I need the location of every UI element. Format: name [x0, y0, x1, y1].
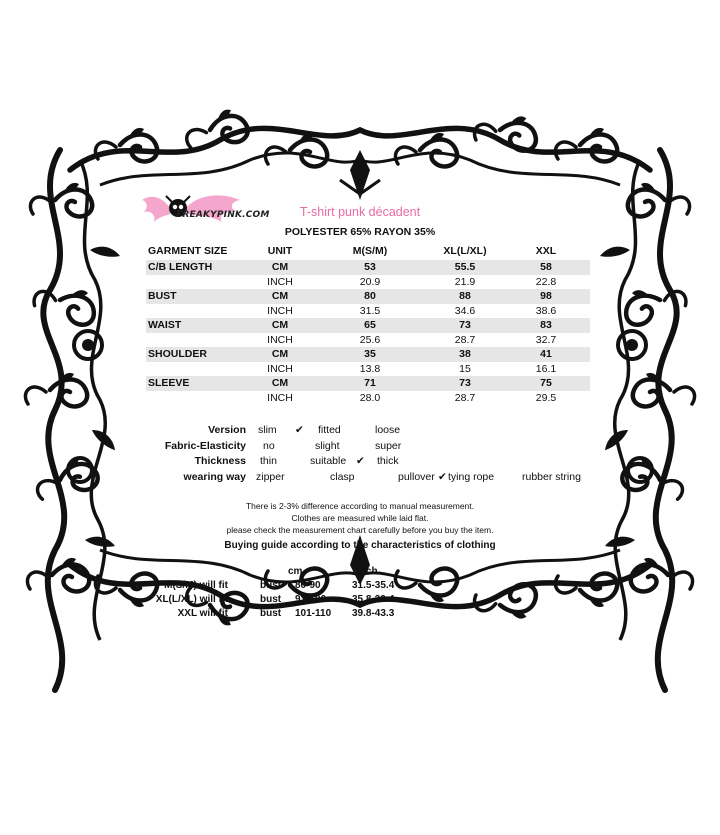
option: thin [260, 455, 277, 467]
unit-cell: INCH [267, 391, 293, 404]
value-cell: 28.7 [454, 333, 476, 346]
fit-row [150, 594, 450, 608]
header-size-m: M(S/M) [352, 245, 388, 257]
value-cell: 31.5 [359, 304, 381, 317]
header-size-xxl: XXL [535, 245, 557, 257]
option: zipper [256, 470, 285, 483]
unit-cell: CM [271, 377, 289, 389]
value-cell: 13.8 [359, 362, 381, 375]
value-cell: 38.6 [535, 304, 557, 317]
value-cell: 28.0 [359, 391, 381, 404]
unit-cell: INCH [267, 304, 293, 317]
unit-cell: CM [271, 348, 289, 360]
value-cell: 38 [459, 348, 471, 360]
header-unit: UNIT [267, 245, 293, 257]
option: loose [375, 424, 401, 436]
col-inch: inch [357, 566, 378, 577]
logo-text: FREAKYPINK.COM [176, 210, 270, 220]
brand-logo [142, 190, 270, 230]
option: slight [315, 439, 340, 452]
property-label: Version [208, 424, 246, 436]
measure-name: BUST [148, 290, 177, 302]
unit-cell: CM [271, 290, 289, 302]
option: slim [258, 424, 277, 436]
col-cm: cm [288, 566, 303, 577]
option: thick [377, 455, 399, 467]
value-cell: 29.5 [535, 391, 557, 404]
property-thickness [150, 455, 600, 471]
garment-properties [150, 424, 600, 486]
value-cell: 73 [459, 377, 471, 389]
material-composition: POLYESTER 65% RAYON 35% [284, 226, 436, 238]
unit-cell: CM [271, 319, 289, 331]
value-cell: 28.7 [454, 391, 476, 404]
table-row [146, 318, 590, 333]
fit-label: XL(L/XL) will fit [155, 594, 228, 605]
table-header-row [146, 244, 590, 260]
fit-cm: 91-100 [295, 594, 327, 605]
property-elasticity [150, 440, 600, 456]
option: clasp [330, 470, 355, 483]
value-cell: 20.9 [359, 275, 381, 288]
fit-inch: 35.8-39.4 [352, 594, 395, 605]
table-row [146, 376, 590, 391]
property-label: wearing way [183, 470, 246, 483]
table-row [146, 391, 590, 406]
value-cell: 58 [540, 261, 552, 273]
fit-row [150, 608, 450, 622]
option: no [263, 439, 275, 452]
value-cell: 16.1 [535, 362, 557, 375]
value-cell: 71 [364, 377, 376, 389]
header-garment-size: GARMENT SIZE [148, 245, 228, 257]
measure-name: SLEEVE [148, 377, 190, 389]
right-border-ornament [600, 150, 695, 690]
top-border-ornament [70, 107, 650, 200]
value-cell: 34.6 [454, 304, 476, 317]
option: rubber string [522, 470, 581, 483]
option: pullover [398, 470, 435, 483]
value-cell: 73 [459, 319, 471, 331]
product-title: T-shirt punk décadent [299, 205, 421, 219]
table-row [146, 275, 590, 290]
fit-label: M(S/M) will fit [164, 580, 228, 591]
fit-inch: 31.5-35.4 [352, 580, 395, 591]
unit-cell: CM [271, 261, 289, 273]
fit-part: bust [260, 580, 282, 591]
value-cell: 83 [540, 319, 552, 331]
fit-row [150, 580, 450, 594]
property-label: Thickness [194, 455, 246, 467]
value-cell: 65 [364, 319, 376, 331]
option: tying rope [448, 470, 495, 483]
value-cell: 15 [459, 362, 471, 375]
measure-name: SHOULDER [148, 348, 207, 360]
value-cell: 35 [364, 348, 376, 360]
fit-inch: 39.8-43.3 [352, 608, 395, 619]
fit-part: bust [260, 594, 282, 605]
fit-label: XXL will fit [177, 608, 228, 619]
note-line: There is 2-3% difference according to manual measurement. [245, 501, 475, 511]
value-cell: 22.8 [535, 275, 557, 288]
measure-name: C/B LENGTH [148, 261, 213, 273]
checkmark-icon: ✔ [295, 424, 304, 436]
option: super [375, 439, 402, 452]
fit-guide-header [150, 566, 450, 580]
value-cell: 41 [540, 348, 552, 360]
unit-cell: INCH [267, 362, 293, 375]
value-cell: 75 [540, 377, 552, 389]
unit-cell: INCH [267, 333, 293, 346]
fit-cm: 80-90 [295, 580, 321, 591]
value-cell: 21.9 [454, 275, 476, 288]
fit-guide [150, 566, 450, 622]
value-cell: 55.5 [454, 261, 476, 273]
value-cell: 53 [364, 261, 376, 273]
value-cell: 98 [540, 290, 552, 302]
table-row [146, 260, 590, 275]
buying-guide-title: Buying guide according to the characteristics of clothing [224, 540, 496, 551]
table-row [146, 347, 590, 362]
left-border-ornament [25, 150, 120, 690]
table-row [146, 333, 590, 348]
table-row [146, 304, 590, 319]
size-table [146, 244, 590, 405]
value-cell: 25.6 [359, 333, 381, 346]
checkmark-icon: ✔ [356, 455, 365, 467]
header-size-xl: XL(L/XL) [443, 245, 487, 257]
option: suitable [310, 455, 347, 467]
checkmark-icon: ✔ [438, 470, 447, 483]
unit-cell: INCH [267, 275, 293, 288]
fit-part: bust [260, 608, 282, 619]
measurement-notes [180, 500, 540, 536]
property-version [150, 424, 600, 440]
value-cell: 80 [364, 290, 376, 302]
property-label: Fabric-Elasticity [164, 439, 246, 452]
option: fitted [318, 424, 341, 436]
value-cell: 88 [459, 290, 471, 302]
note-line: please check the measurement chart carefully before you buy the item. [226, 525, 494, 535]
table-row [146, 289, 590, 304]
property-wearing-way [150, 471, 600, 487]
fit-cm: 101-110 [295, 608, 332, 619]
value-cell: 32.7 [535, 333, 557, 346]
measure-name: WAIST [148, 319, 182, 331]
note-line: Clothes are measured while laid flat. [291, 513, 429, 523]
table-row [146, 362, 590, 377]
